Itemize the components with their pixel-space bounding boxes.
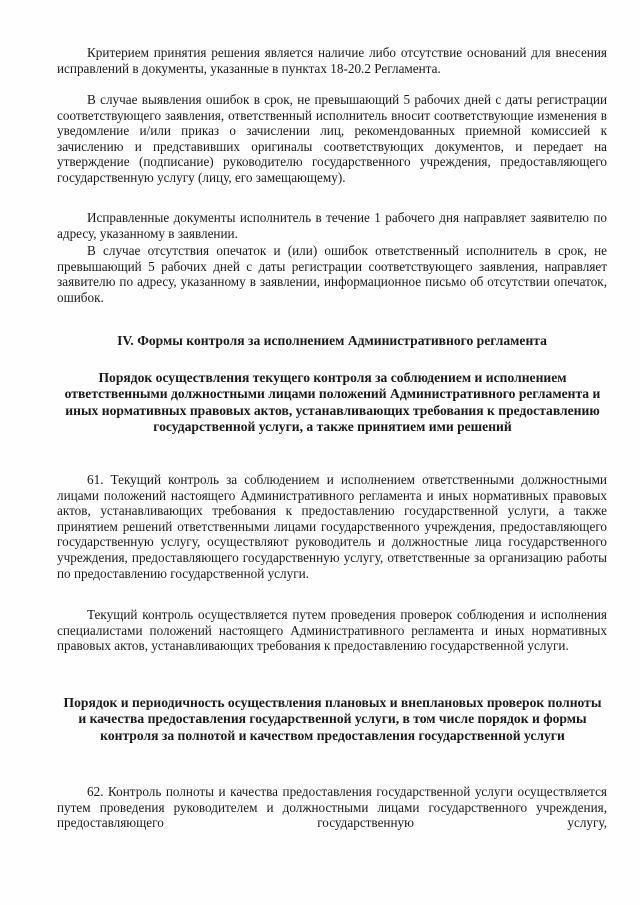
paragraph-61-continued: Текущий контроль осуществляется путем проведения проверок соблюдения и исполнения специалистами положений настоящего Административного регламента и иных нормативных правовых актов, устанавливающих требования к предоставлению государственной услуги. (57, 607, 607, 654)
section-title: IV. Формы контроля за исполнением Административного регламента (117, 333, 547, 348)
paragraph-corrected-docs: Исправленные документы исполнитель в течение 1 рабочего дня направляет заявителю по адресу, указанному в заявлении. (57, 210, 607, 241)
paragraph-61: 61. Текущий контроль за соблюдением и исполнением ответственными должностными лицами положений настоящего Административного регламента и иных нормативных правовых актов, устанавливающих требования к предоставлению государственной услуги, а также принятием решений ответственными лицами государственного учреждения, предоставляющего государственную услугу, осуществляют руководитель и должностные лица государственного учреждения, предоставляющего государственную услугу, ответственные за организацию работы по предоставлению государственной услуги. (57, 472, 607, 581)
paragraph-errors-found: В случае выявления ошибок в срок, не превышающий 5 рабочих дней с даты регистрации соответствующего заявления, ответственный исполнитель вносит соответствующие изменения в уведомление и/или приказ о зачислении лиц, рекомендованных приемной комиссией к зачислению и представивших оригиналы соответствующих документов, и передает на утверждение (подписание) руководителю государственного учреждения, предоставляющего государственную услугу (лицу, его замещающему). (57, 92, 607, 185)
paragraph-criteria: Критерием принятия решения является наличие либо отсутствие оснований для внесения исправлений в документы, указанные в пунктах 18-20.2 Регламента. (57, 45, 607, 76)
subsection-title-current-control: Порядок осуществления текущего контроля за соблюдением и исполнением ответственными должностными лицами положений Административного регламента и иных нормативных правовых актов, устанавливающих требования к предоставлению государственной услуги, а также принятием ими решений (64, 370, 601, 435)
subsection-title-inspections: Порядок и периодичность осуществления плановых и внеплановых проверок полноты и качества предоставления государственной услуги, в том числе порядок и формы контроля за полнотой и качеством предоставления государственной услуги (63, 695, 602, 743)
paragraph-no-errors: В случае отсутствия опечаток и (или) ошибок ответственный исполнитель в срок, не превышающий 5 рабочих дней с даты регистрации соответствующего заявления, направляет заявителю по адресу, указанному в заявлении, информационное письмо об отсутствии опечаток, ошибок. (57, 243, 607, 305)
paragraph-62: 62. Контроль полноты и качества предоставления государственной услуги осуществляется путем проведения руководителем и должностными лицами государственного учреждения, предоставляющего государственную услугу, (57, 784, 607, 831)
